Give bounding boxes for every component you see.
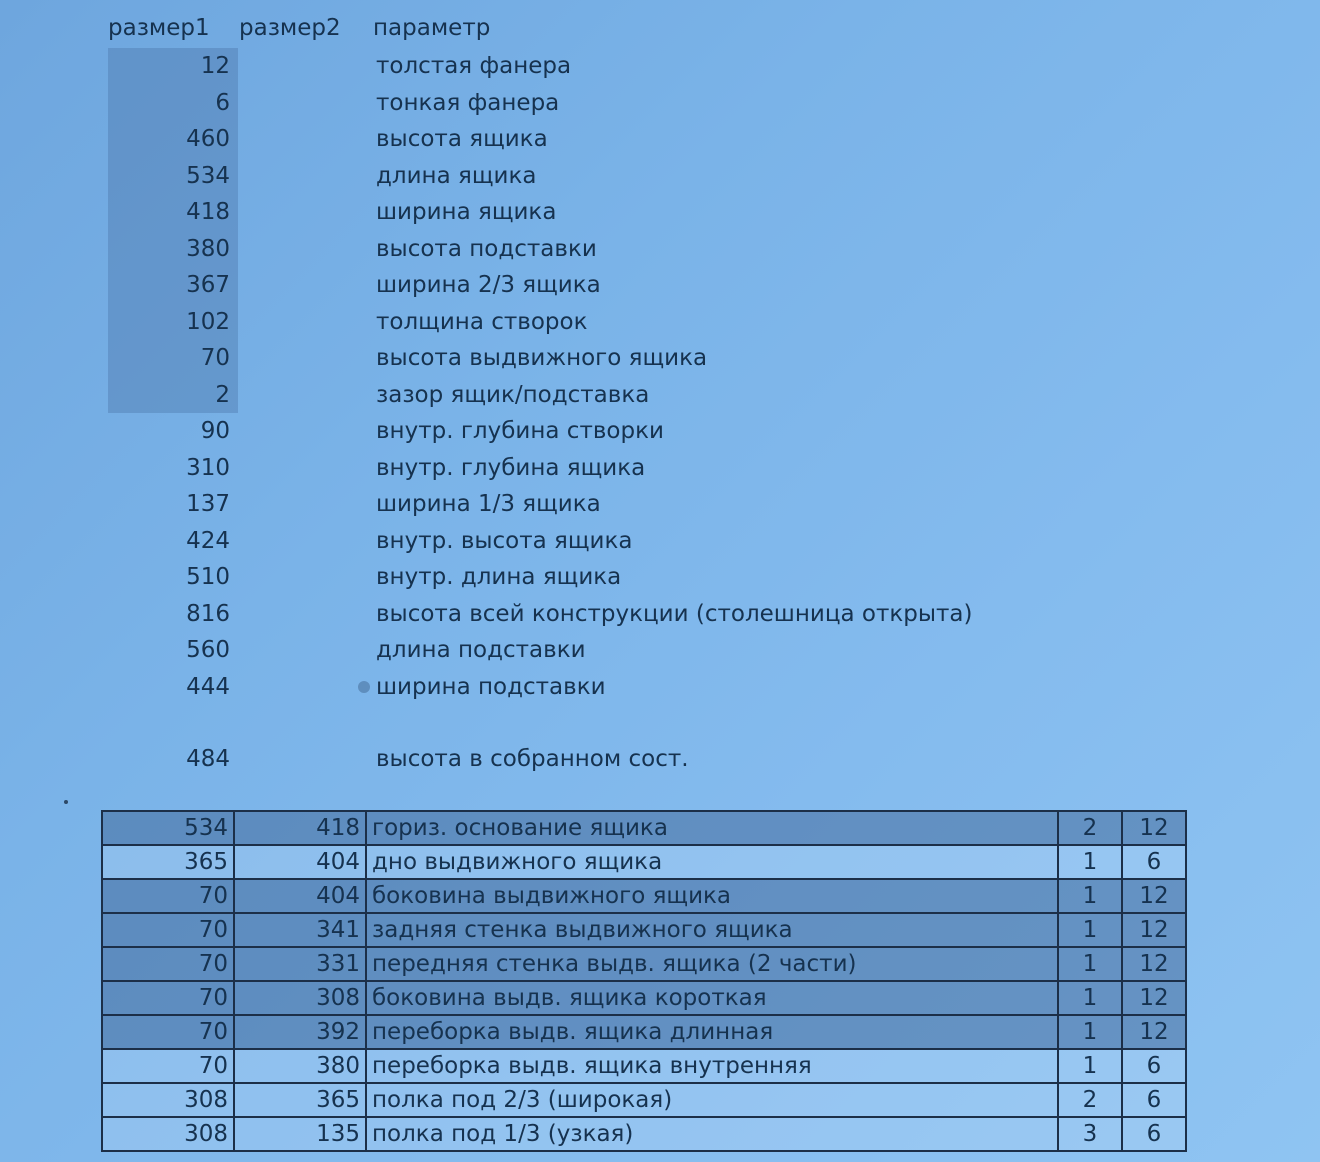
part-name-cell: переборка выдв. ящика длинная <box>366 1015 1058 1049</box>
thickness-cell: 6 <box>1122 1049 1186 1083</box>
part-name-cell: переборка выдв. ящика внутренняя <box>366 1049 1058 1083</box>
size1-cell: 365 <box>102 845 234 879</box>
size2-cell: 365 <box>234 1083 366 1117</box>
parameter-row <box>108 377 1008 414</box>
size1-cell: 70 <box>102 947 234 981</box>
size1-cell: 534 <box>102 811 234 845</box>
part-name-cell: боковина выдвижного ящика <box>366 879 1058 913</box>
quantity-cell: 1 <box>1058 845 1122 879</box>
parameter-name: внутр. длина ящика <box>376 564 622 591</box>
parameter-row <box>108 486 1008 523</box>
parameter-name: ширина подставки <box>376 673 606 700</box>
size2-cell: 331 <box>234 947 366 981</box>
parts-table-body <box>102 811 1186 1151</box>
thickness-cell: 6 <box>1122 1083 1186 1117</box>
parameter-row <box>108 741 1008 778</box>
size1-value: 6 <box>108 85 238 122</box>
size1-value: 367 <box>108 267 238 304</box>
size1-cell: 70 <box>102 879 234 913</box>
size1-value: 310 <box>186 454 230 481</box>
size1-value: 12 <box>108 48 238 85</box>
parameter-name: тонкая фанера <box>376 89 560 116</box>
parameter-row <box>108 340 1008 377</box>
quantity-cell: 2 <box>1058 1083 1122 1117</box>
table-row <box>102 879 1186 913</box>
table-row <box>102 981 1186 1015</box>
parameter-name: длина ящика <box>376 162 537 189</box>
parameter-name: ширина ящика <box>376 199 557 226</box>
size1-value: 90 <box>200 418 230 444</box>
parameter-name: ширина 2/3 ящика <box>376 272 601 299</box>
size1-cell: 70 <box>102 981 234 1015</box>
size2-cell: 380 <box>234 1049 366 1083</box>
table-row <box>102 1083 1186 1117</box>
parameter-name: ширина 1/3 ящика <box>376 491 601 518</box>
parameter-rows <box>108 48 1008 778</box>
ink-dot <box>358 681 370 693</box>
size2-cell: 135 <box>234 1117 366 1151</box>
parts-table <box>101 810 1187 1152</box>
part-name-cell: боковина выдв. ящика короткая <box>366 981 1058 1015</box>
thickness-cell: 12 <box>1122 913 1186 947</box>
parameter-row <box>108 48 1008 85</box>
size1-value: 484 <box>186 746 230 772</box>
parameter-name: высота всей конструкции (столешница открыта) <box>376 600 973 627</box>
parameter-name: длина подставки <box>376 637 586 664</box>
size1-value: 424 <box>186 527 230 554</box>
part-name-cell: дно выдвижного ящика <box>366 845 1058 879</box>
parameter-row <box>108 267 1008 304</box>
thickness-cell: 6 <box>1122 1117 1186 1151</box>
thickness-cell: 12 <box>1122 879 1186 913</box>
size1-value: 137 <box>186 491 230 517</box>
size1-value: 460 <box>108 121 238 158</box>
part-name-cell: задняя стенка выдвижного ящика <box>366 913 1058 947</box>
parameter-row <box>108 85 1008 122</box>
parameter-name: зазор ящик/подставка <box>376 381 650 408</box>
quantity-cell: 2 <box>1058 811 1122 845</box>
size2-cell: 308 <box>234 981 366 1015</box>
parameter-name: толщина створок <box>376 308 588 335</box>
size1-cell: 308 <box>102 1083 234 1117</box>
thickness-cell: 12 <box>1122 947 1186 981</box>
header-size2: размер2 <box>239 15 341 41</box>
parameter-name: высота подставки <box>376 235 597 262</box>
thickness-cell: 12 <box>1122 811 1186 845</box>
size1-cell: 70 <box>102 1015 234 1049</box>
parameter-row <box>108 450 1008 487</box>
parameter-row <box>108 121 1008 158</box>
parameter-row <box>108 523 1008 560</box>
size2-cell: 418 <box>234 811 366 845</box>
size1-value: 816 <box>186 600 230 627</box>
parameter-name: внутр. глубина ящика <box>376 454 646 481</box>
size2-cell: 404 <box>234 845 366 879</box>
quantity-cell: 1 <box>1058 879 1122 913</box>
size1-value: 102 <box>108 304 238 341</box>
parameter-row <box>108 158 1008 195</box>
size1-cell: 70 <box>102 1049 234 1083</box>
quantity-cell: 1 <box>1058 1049 1122 1083</box>
parameter-row <box>108 559 1008 596</box>
parameter-name: внутр. высота ящика <box>376 527 633 554</box>
size2-cell: 341 <box>234 913 366 947</box>
part-name-cell: полка под 2/3 (широкая) <box>366 1083 1058 1117</box>
parameter-name: высота выдвижного ящика <box>376 345 708 372</box>
size2-cell: 392 <box>234 1015 366 1049</box>
parameter-row <box>108 596 1008 633</box>
size2-cell: 404 <box>234 879 366 913</box>
parameter-list-header <box>108 8 1008 48</box>
size1-cell: 70 <box>102 913 234 947</box>
parameter-row <box>108 669 1008 706</box>
table-row <box>102 1049 1186 1083</box>
table-row <box>102 1015 1186 1049</box>
parameter-row <box>108 231 1008 268</box>
header-parameter: параметр <box>373 15 491 41</box>
size1-value: 444 <box>186 673 230 700</box>
size1-value: 2 <box>108 377 238 414</box>
size1-value: 380 <box>108 231 238 268</box>
size1-value: 534 <box>108 158 238 195</box>
parameter-name: высота в собранном сост. <box>376 746 689 773</box>
size1-value: 510 <box>186 564 230 590</box>
parameter-name: внутр. глубина створки <box>376 418 664 445</box>
size1-value: 70 <box>108 340 238 377</box>
quantity-cell: 1 <box>1058 1015 1122 1049</box>
table-row <box>102 913 1186 947</box>
table-row <box>102 845 1186 879</box>
part-name-cell: гориз. основание ящика <box>366 811 1058 845</box>
quantity-cell: 3 <box>1058 1117 1122 1151</box>
quantity-cell: 1 <box>1058 981 1122 1015</box>
part-name-cell: передняя стенка выдв. ящика (2 части) <box>366 947 1058 981</box>
header-size1: размер1 <box>108 15 210 41</box>
size1-cell: 308 <box>102 1117 234 1151</box>
quantity-cell: 1 <box>1058 947 1122 981</box>
part-name-cell: полка под 1/3 (узкая) <box>366 1117 1058 1151</box>
table-row <box>102 1117 1186 1151</box>
quantity-cell: 1 <box>1058 913 1122 947</box>
table-row <box>102 947 1186 981</box>
thickness-cell: 12 <box>1122 981 1186 1015</box>
thickness-cell: 6 <box>1122 845 1186 879</box>
parameter-row <box>108 194 1008 231</box>
parameter-row <box>108 413 1008 450</box>
stray-mark <box>64 800 68 804</box>
table-row <box>102 811 1186 845</box>
parameter-name: высота ящика <box>376 126 548 153</box>
size1-value: 560 <box>186 637 230 663</box>
thickness-cell: 12 <box>1122 1015 1186 1049</box>
parameter-name: толстая фанера <box>376 53 572 80</box>
size1-value: 418 <box>108 194 238 231</box>
parameter-list <box>108 8 1008 778</box>
parameter-row <box>108 304 1008 341</box>
parameter-row <box>108 632 1008 669</box>
